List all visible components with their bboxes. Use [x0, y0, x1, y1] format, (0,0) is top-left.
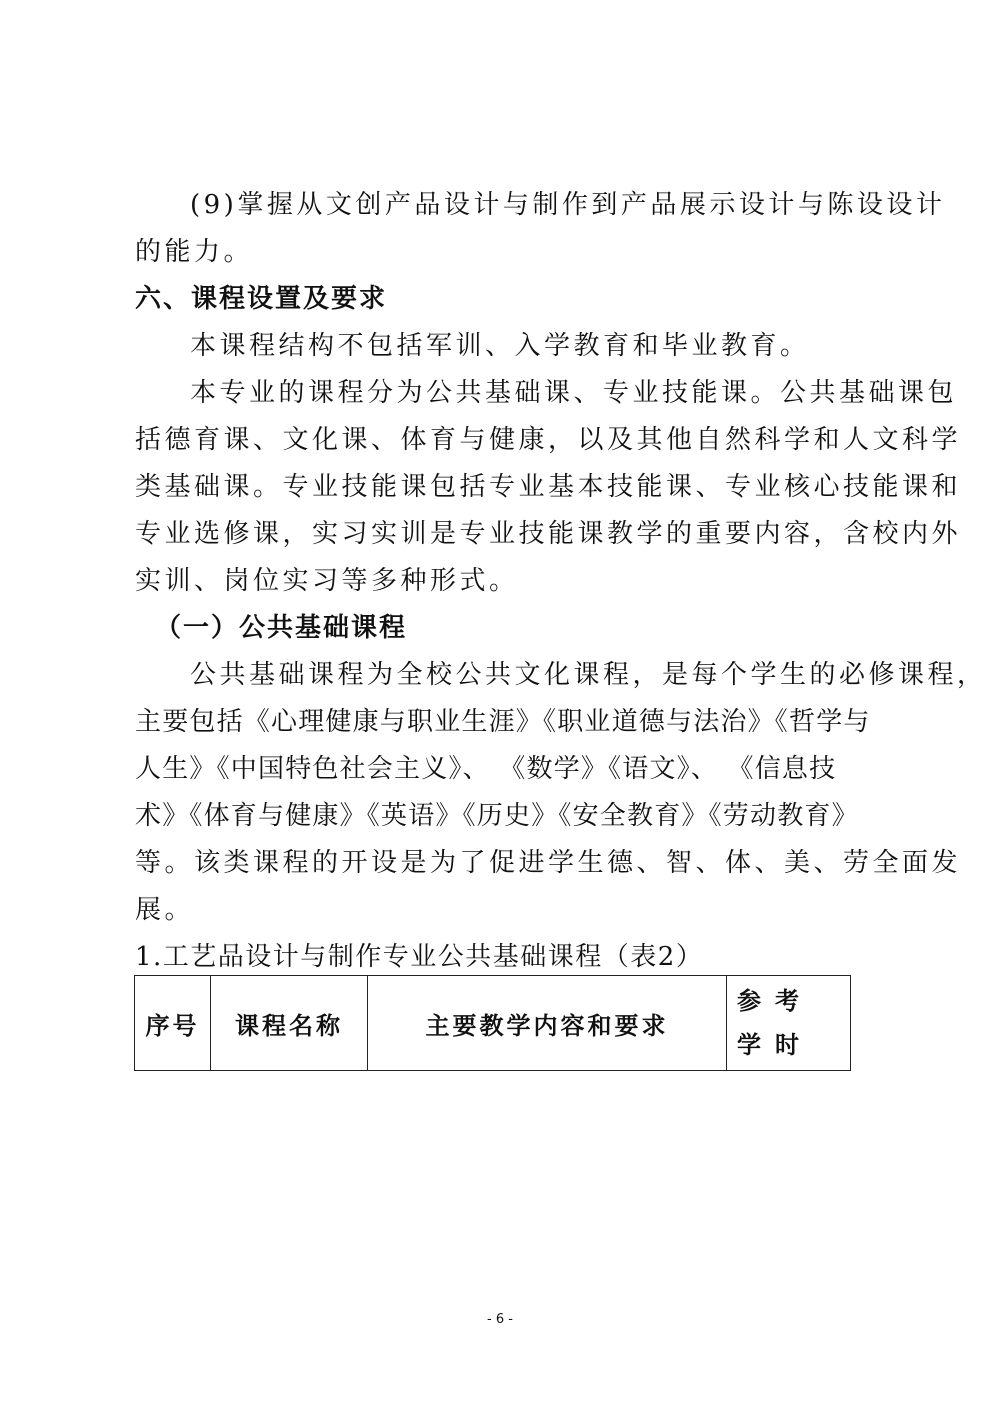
paragraph-course-structure: 本课程结构不包括军训、入学教育和毕业教育。 [190, 331, 810, 361]
header-serial-number: 序号 [135, 976, 211, 1071]
paragraph-course-types-line: 实训、岗位实习等多种形式。 [135, 566, 519, 596]
public-courses-table [134, 975, 851, 1071]
table-caption: 1.工艺品设计与制作专业公共基础课程（表2） [135, 942, 704, 972]
section-heading: 六、课程设置及要求 [135, 284, 388, 314]
table-header-row [135, 976, 851, 1071]
paragraph-public-courses-line: 等。该类课程的开设是为了促进学生德、智、体、美、劳全面发 [135, 848, 962, 878]
paragraph-course-types-line: 括德育课、文化课、体育与健康，以及其他自然科学和人文科学 [135, 425, 962, 455]
header-course-name: 课程名称 [211, 976, 368, 1071]
header-reference-hours: 参考学时 [727, 976, 851, 1071]
paragraph-course-types-line: 专业选修课，实习实训是专业技能课教学的重要内容，含校内外 [135, 519, 962, 549]
paragraph-public-courses-line: 公共基础课程为全校公共文化课程，是每个学生的必修课程， [190, 660, 987, 690]
item-9-line-2: 的能力。 [135, 237, 254, 267]
paragraph-course-types-line: 类基础课。专业技能课包括专业基本技能课、专业核心技能课和 [135, 472, 962, 502]
subsection-heading: （一）公共基础课程 [155, 613, 408, 643]
page-number: - 6 - [487, 1312, 513, 1327]
paragraph-public-courses-line: 展。 [135, 895, 195, 925]
paragraph-public-courses-line: 术》《体育与健康》《英语》《历史》《安全教育》《劳动教育》 [135, 801, 859, 831]
paragraph-course-types-line: 本专业的课程分为公共基础课、专业技能课。公共基础课包 [190, 378, 958, 408]
paragraph-public-courses-line: 主要包括《心理健康与职业生涯》《职业道德与法治》《哲学与 [135, 707, 871, 737]
header-teaching-content: 主要教学内容和要求 [368, 976, 727, 1071]
item-9-line-1: (9)掌握从文创产品设计与制作到产品展示设计与陈设设计 [190, 190, 946, 220]
paragraph-public-courses-line: 人生》《中国特色社会主义》、 《数学》《语文》、 《信息技 [135, 754, 837, 784]
